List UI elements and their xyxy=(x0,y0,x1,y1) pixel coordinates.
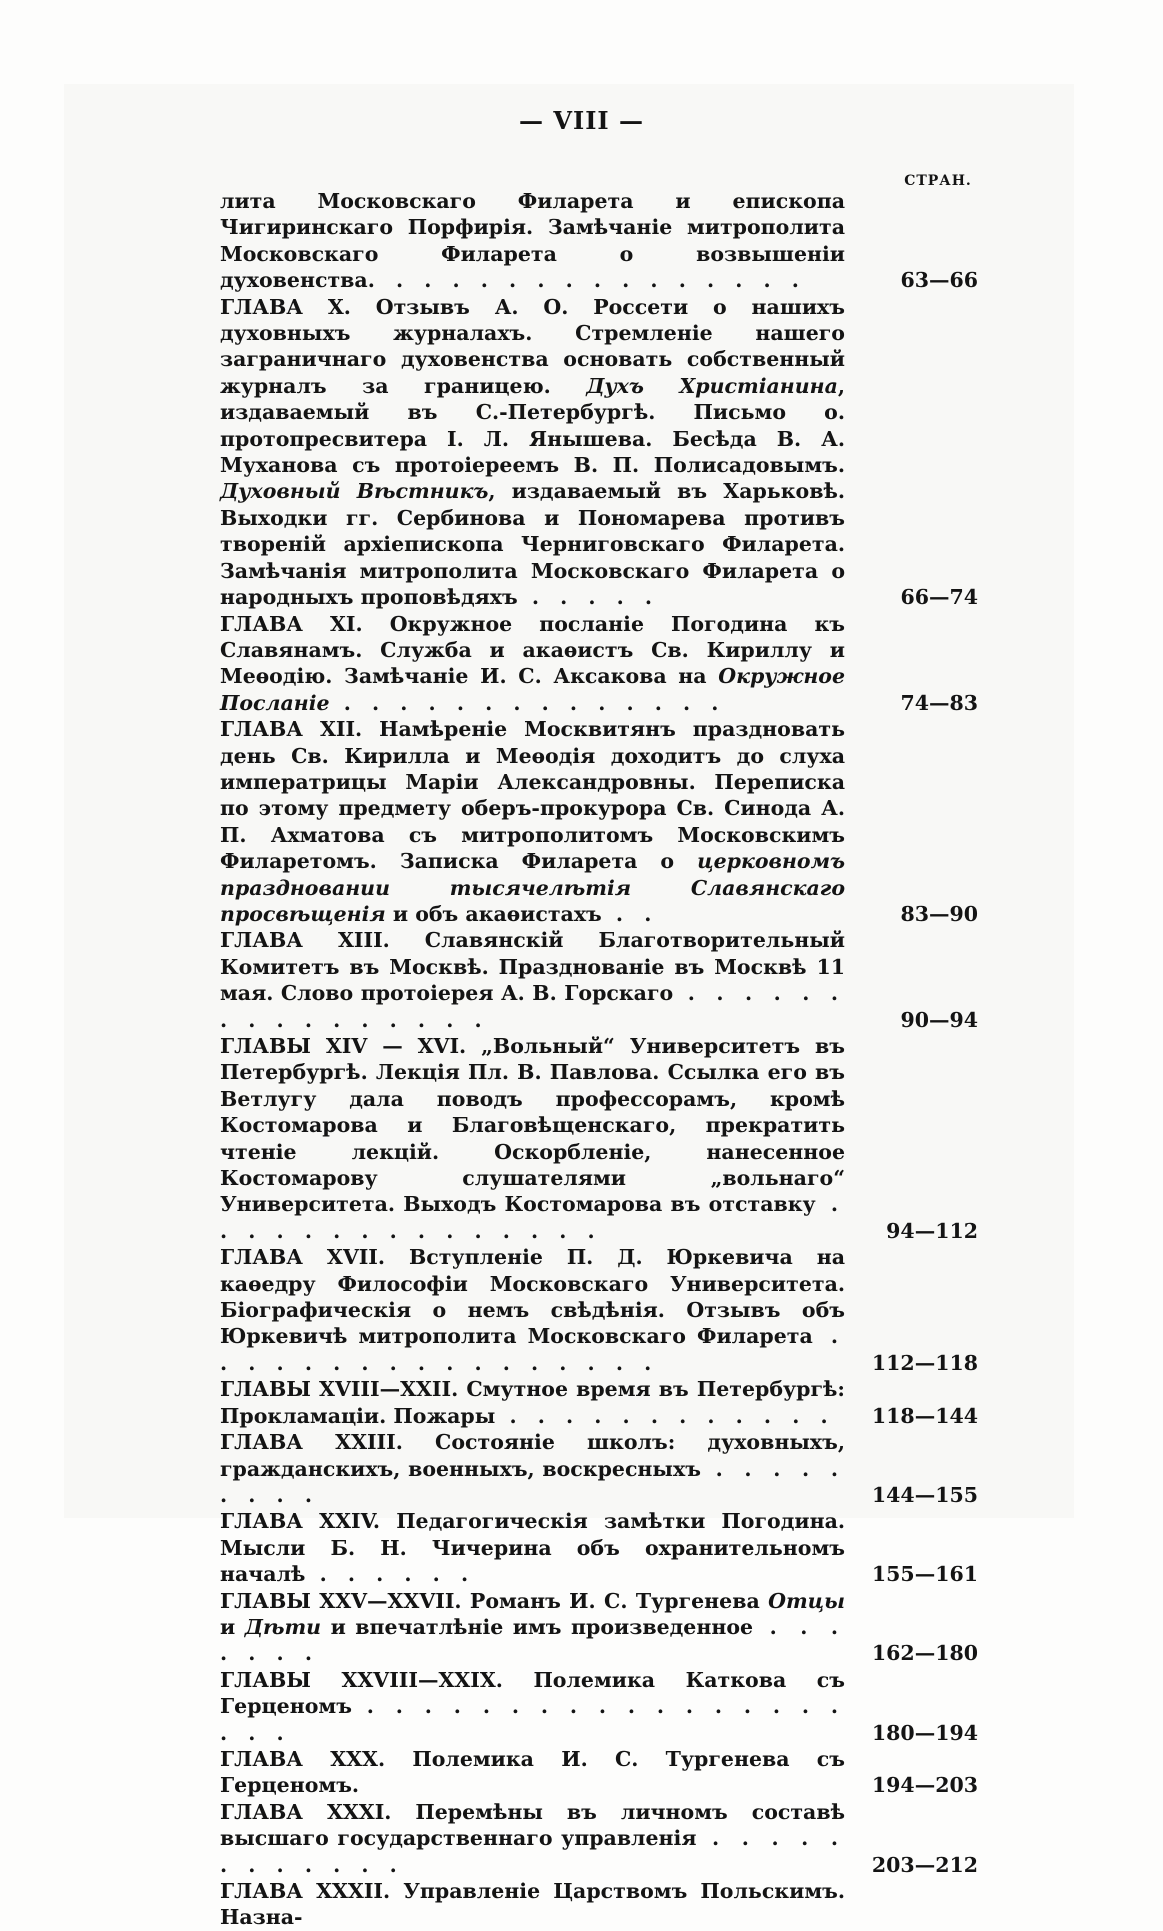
journal-title: Духъ Христіанина xyxy=(586,373,838,398)
page-range: 118—144 xyxy=(871,1403,978,1428)
page-range: 112—118 xyxy=(871,1350,978,1375)
page-range: 63—66 xyxy=(900,268,978,293)
toc-entry: ГЛАВА XI. Окружное посланіе Погодина къ Славянамъ. Служба и акаѳистъ Св. Кириллу и Меѳодію. Замѣчаніе И. С. Аксакова на Окружное Посланіе . . . . . . . . . . . . . . 74—83 xyxy=(220,611,978,715)
page-range: 162—180 xyxy=(871,1641,978,1666)
table-of-contents xyxy=(220,188,980,1931)
toc-entry xyxy=(220,1746,980,1799)
toc-entry: ГЛАВА XVII. Вступленіе П. Д. Юркевича на каѳедру Философіи Московскаго Университета. Біографическія о немъ свѣдѣнія. Отзывъ объ Юркевичѣ митрополита Московскаго Филарета . . . . . . . . . . . . . . . . . 112—118 xyxy=(220,1245,978,1375)
entry-text: ГЛАВА X. Отзывъ А. О. Россети о нашихъ духовныхъ журналахъ. Стремленіе нашего заграничнаго духовенства основать собственный журналъ за границею. xyxy=(220,294,845,398)
toc-entry: ГЛАВА XII. Намѣреніе Москвитянъ праздновать день Св. Кирилла и Меѳодія доходитъ до слуха императрицы Маріи Александровны. Переписка по этому предмету оберъ-прокурора Св. Синода А. П. Ахматова съ митрополитомъ Московскимъ Филаретомъ. Записка Филарета о церковномъ праздновании тысячелѣтія Славянскаго просвѣщенія и объ акаѳистахъ . . 83—90 xyxy=(220,717,978,926)
page-range: 66—74 xyxy=(900,585,978,610)
entry-text: , издаваемый въ Харьковѣ. Выходки гг. Сербинова и Пономарева противъ твореній архіепископа Черниговскаго Филарета. Замѣчанія митрополита Московскаго Филарета о народныхъ проповѣдяхъ xyxy=(220,479,845,610)
toc-entry: ГЛАВА XIII. Славянскій Благотворительный Комитетъ въ Москвѣ. Празднованіе въ Москвѣ 11 мая. Слово протоіерея А. В. Горскаго . . . . . . . . . . . . . . . . 90—94 xyxy=(220,928,978,1032)
work-title: Окружное Посланіе xyxy=(220,664,845,715)
page-range: 90—94 xyxy=(900,1007,978,1032)
entry-text: ГЛАВА XXX. Полемика И. С. Тургенева съ Герценомъ. xyxy=(220,1746,845,1798)
entry-text: ГЛАВА XXXI. Перемѣны въ личномъ составѣ высшаго государственнаго управленія xyxy=(220,1799,845,1851)
toc-entry: лита Московскаго Филарета и епископа Чигиринскаго Порфирія. Замѣчаніе митрополита Московскаго Филарета о возвышеніи духовенства. . . . . . . . . . . . . . . . 63—66 xyxy=(220,189,978,293)
entry-text: и xyxy=(220,1614,245,1639)
toc-entry: ГЛАВА X. Отзывъ А. О. Россети о нашихъ духовныхъ журналахъ. Стремленіе нашего заграничнаго духовенства основать собственный журналъ за границею. Духъ Христіанина, издаваемый въ С.-Петербургѣ. Письмо о. протопресвитера І. Л. Янышева. Бесѣда В. А. Муханова съ протоіереемъ В. П. Полисадовымъ. Духовный Вѣстникъ, издаваемый въ Харьковѣ. Выходки гг. Сербинова и Пономарева противъ твореній архіепископа Черниговскаго Филарета. Замѣчанія митрополита Московскаго Филарета о народныхъ проповѣдяхъ . . . . . 66—74 xyxy=(220,294,978,610)
entry-text: ГЛАВЫ XIV — XVI. „Вольный“ Университетъ въ Петербургѣ. Лекція Пл. В. Павлова. Ссылка его въ Ветлугу дала поводъ профессорамъ, кромѣ Костомарова и Благовѣщенскаго, прекратить чтеніе лекцій. Оскорбленіе, нанесенное Костомарову слушателями „вольнаго“ Университета. Выходъ Костомарова въ отставку xyxy=(220,1034,845,1217)
toc-entry: ГЛАВА XXXI. Перемѣны въ личномъ составѣ высшаго государственнаго управленія . . . . . . . . . . . . 203—212 xyxy=(220,1799,978,1877)
entry-text: лита Московскаго Филарета и епископа Чигиринскаго Порфирія. Замѣчаніе митрополита Московскаго Филарета о возвышеніи духовенства xyxy=(220,189,845,293)
entry-text: ГЛАВА XIII. Славянскій Благотворительный Комитетъ въ Москвѣ. Празднованіе въ Москвѣ 11 мая. Слово протоіерея А. В. Горскаго xyxy=(220,928,845,1006)
toc-entry: ГЛАВА XXIII. Состояніе школъ: духовныхъ, гражданскихъ, военныхъ, воскресныхъ . . . . . . . . . 144—155 xyxy=(220,1430,978,1507)
page-range: 155—161 xyxy=(871,1562,978,1587)
journal-title: Духовный Вѣстникъ xyxy=(220,479,489,504)
entry-text: ГЛАВА XVII. Вступленіе П. Д. Юркевича на каѳедру Философіи Московскаго Университета. Біографическія о немъ свѣдѣнія. Отзывъ объ Юркевичѣ митрополита Московскаго Филарета xyxy=(220,1245,845,1349)
entry-text: ГЛАВА XXIII. Состояніе школъ: духовныхъ, гражданскихъ, военныхъ, воскресныхъ xyxy=(220,1430,845,1481)
running-head: — VIII — xyxy=(518,106,644,135)
novel-title: Дѣти xyxy=(244,1614,322,1639)
page-range: 74—83 xyxy=(900,690,978,715)
entry-text: ГЛАВА XI. Окружное посланіе Погодина къ Славянамъ. Служба и акаѳистъ Св. Кириллу и Меѳодію. Замѣчаніе И. С. Аксакова на xyxy=(220,611,845,689)
entry-text: и объ акаѳистахъ xyxy=(385,901,602,926)
page-range: 144—155 xyxy=(871,1482,978,1507)
entry-text: , издаваемый въ С.-Петербургѣ. Письмо о. протопресвитера І. Л. Янышева. Бесѣда В. А. Муханова съ протоіереемъ В. П. Полисадовымъ. xyxy=(220,373,845,478)
novel-title: Отцы xyxy=(768,1588,845,1613)
page-range: 94—112 xyxy=(886,1218,978,1243)
toc-entry xyxy=(220,1878,980,1931)
toc-entry: ГЛАВЫ XIV — XVI. „Вольный“ Университетъ въ Петербургѣ. Лекція Пл. В. Павлова. Ссылка его въ Ветлугу дала поводъ профессорамъ, кромѣ Костомарова и Благовѣщенскаго, прекратить чтеніе лекцій. Оскорбленіе, нанесенное Костомарову слушателями „вольнаго“ Университета. Выходъ Костомарова въ отставку . . . . . . . . . . . . . . . 94—112 xyxy=(220,1034,978,1243)
entry-text: ГЛАВЫ XXVIII—XXIX. Полемика Каткова съ Герценомъ xyxy=(220,1667,845,1719)
page-range: 83—90 xyxy=(900,901,978,926)
page-range: 194—203 xyxy=(871,1773,978,1798)
entry-text: ГЛАВЫ XXV—XXVII. Романъ И. С. Тургенева xyxy=(220,1588,769,1613)
work-title: церковномъ праздновании тысячелѣтія Славянскаго просвѣщенія xyxy=(220,849,845,926)
toc-entry: ГЛАВЫ XXV—XXVII. Романъ И. С. Тургенева Отцы и Дѣти и впечатлѣніе имъ произведенное . . . . . . . 162—180 xyxy=(220,1588,978,1666)
page-range: 203—212 xyxy=(871,1852,978,1877)
pages-column-label: СТРАН. xyxy=(904,173,972,189)
toc-entry: ГЛАВЫ XVIII—XXII. Смутное время въ Петербургѣ: Прокламаціи. Пожары . . . . . . . . . . . . 118—144 xyxy=(220,1377,978,1428)
entry-text: ГЛАВА XII. Намѣреніе Москвитянъ праздновать день Св. Кирилла и Меѳодія доходитъ до слуха императрицы Маріи Александровны. Переписка по этому предмету оберъ-прокурора Св. Синода А. П. Ахматова съ митрополитомъ Московскимъ Филаретомъ. Записка Филарета о xyxy=(220,717,845,874)
entry-text: ГЛАВА XXIV. Педагогическія замѣтки Погодина. Мысли Б. Н. Чичерина объ охранительномъ началѣ xyxy=(220,1509,845,1587)
page-range: 180—194 xyxy=(871,1720,978,1745)
toc-entry: ГЛАВЫ XXVIII—XXIX. Полемика Каткова съ Герценомъ . . . . . . . . . . . . . . . . . . . . 180—194 xyxy=(220,1667,978,1745)
toc-entry: ГЛАВА XXIV. Педагогическія замѣтки Погодина. Мысли Б. Н. Чичерина объ охранительномъ началѣ . . . . . . 155—161 xyxy=(220,1509,978,1587)
entry-text: и впечатлѣніе имъ произведенное xyxy=(321,1614,754,1639)
entry-text: ГЛАВЫ XVIII—XXII. Смутное время въ Петербургѣ: Прокламаціи. Пожары xyxy=(220,1377,845,1428)
entry-text: ГЛАВА XXXII. Управленіе Царствомъ Польскимъ. Назна- xyxy=(220,1879,845,1930)
